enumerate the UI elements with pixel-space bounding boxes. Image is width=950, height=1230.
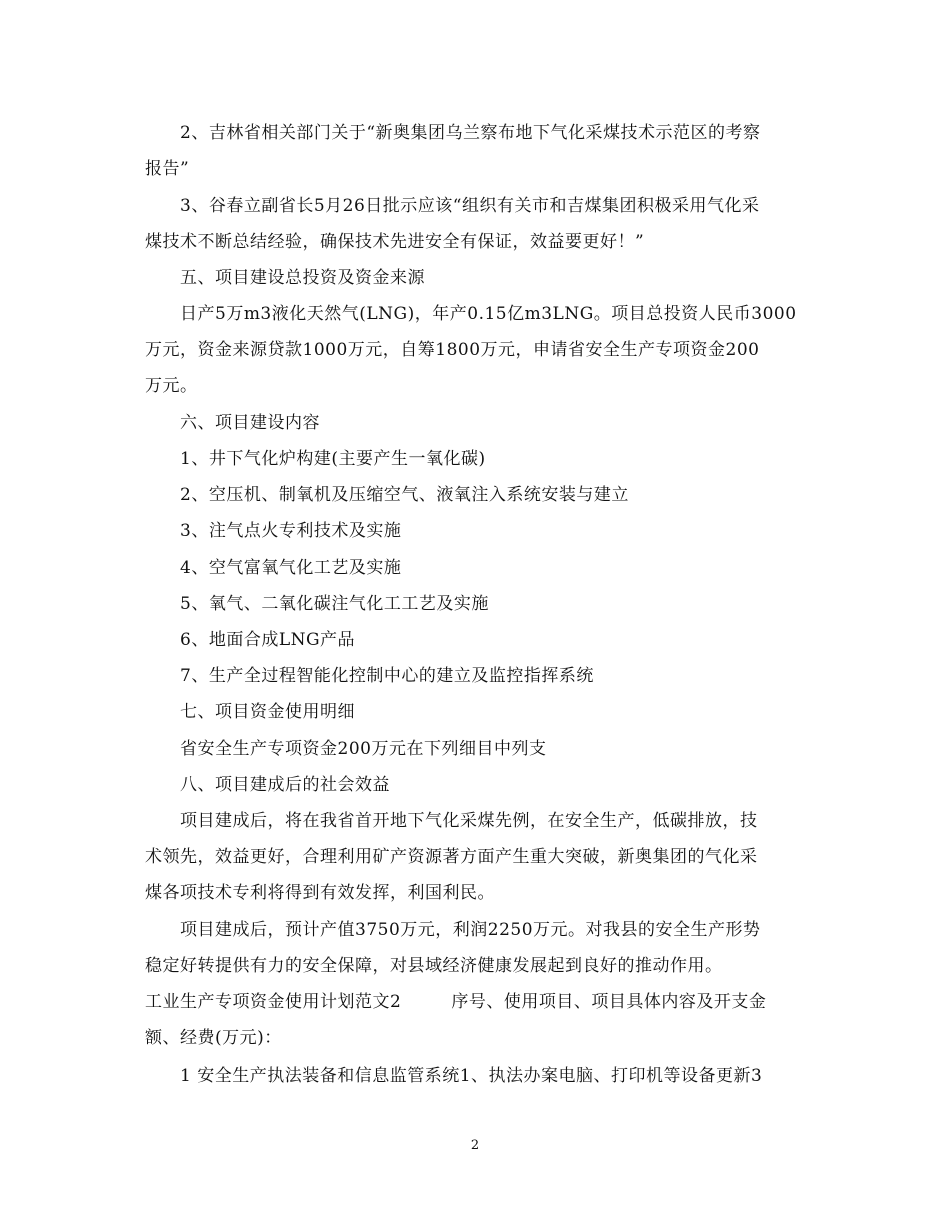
section-heading: 八、项目建成后的社会效益 xyxy=(180,775,390,795)
list-item: 4、空气富氧气化工艺及实施 xyxy=(180,558,402,578)
list-item: 5、氧气、二氧化碳注气化工工艺及实施 xyxy=(180,594,489,614)
paragraph-line: 项目建成后，将在我省首开地下气化采煤先例，在安全生产，低碳排放，技 xyxy=(180,811,758,831)
table-row-text: 1 安全生产执法装备和信息监管系统1、执法办案电脑、打印机等设备更新3 xyxy=(180,1066,763,1086)
list-item: 1、井下气化炉构建(主要产生一氧化碳) xyxy=(180,449,486,469)
column-list: 序号、使用项目、项目具体内容及开支金 xyxy=(451,992,767,1012)
list-item: 2、空压机、制氧机及压缩空气、液氧注入系统安装与建立 xyxy=(180,485,629,505)
paragraph-line: 额、经费(万元)： xyxy=(145,1028,282,1048)
section-heading: 七、项目资金使用明细 xyxy=(180,702,355,722)
paragraph-line: 万元，资金来源贷款1000万元，自筹1800万元，申请省安全生产专项资金200 xyxy=(145,340,760,360)
section-heading: 六、项目建设内容 xyxy=(180,413,320,433)
list-item: 6、地面合成LNG产品 xyxy=(180,630,356,650)
paragraph-line: 日产5万m3液化天然气(LNG)，年产0.15亿m3LNG。项目总投资人民币3000 xyxy=(180,304,797,324)
page-number: 2 xyxy=(470,1138,480,1153)
paragraph-line: 万元。 xyxy=(145,376,198,396)
paragraph-line: 项目建成后，预计产值3750万元，利润2250万元。对我县的安全生产形势 xyxy=(180,920,761,940)
paragraph-line: 报告” xyxy=(145,159,190,179)
paragraph-line: 3、谷春立副省长5月26日批示应该“组织有关市和吉煤集团积极采用气化采 xyxy=(180,196,760,216)
paragraph-line: 稳定好转提供有力的安全保障，对县域经济健康发展起到良好的推动作用。 xyxy=(145,956,723,976)
paragraph-line: 2、吉林省相关部门关于“新奥集团乌兰察布地下气化采煤技术示范区的考察 xyxy=(180,123,761,143)
paragraph-line: 省安全生产专项资金200万元在下列细目中列支 xyxy=(180,739,547,759)
list-item: 3、注气点火专利技术及实施 xyxy=(180,521,402,541)
section-heading: 五、项目建设总投资及资金来源 xyxy=(180,268,425,288)
section-title-line xyxy=(145,991,766,1013)
section-title: 工业生产专项资金使用计划范文2 xyxy=(145,992,402,1012)
list-item: 7、生产全过程智能化控制中心的建立及监控指挥系统 xyxy=(180,666,594,686)
paragraph-line: 煤各项技术专利将得到有效发挥，利国利民。 xyxy=(145,883,495,903)
paragraph-line: 术领先，效益更好，合理利用矿产资源著方面产生重大突破，新奥集团的气化采 xyxy=(145,847,758,867)
paragraph-line: 煤技术不断总结经验，确保技术先进安全有保证，效益要更好！” xyxy=(145,232,645,252)
